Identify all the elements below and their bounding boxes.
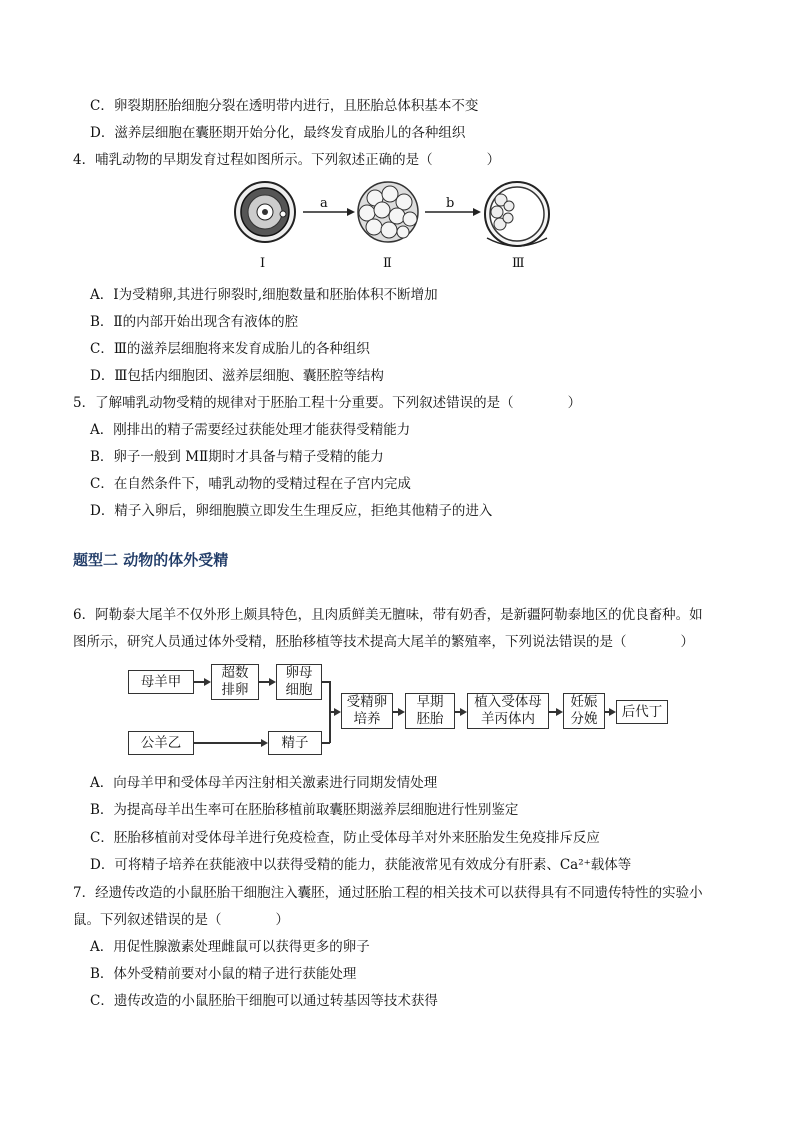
flow-box-pregnancy: 妊娠 分娩 xyxy=(563,693,605,729)
flow-box-mother: 母羊甲 xyxy=(128,670,194,694)
q5-option-c: C．在自然条件下，哺乳动物的受精过程在子宫内完成 xyxy=(90,476,411,492)
q6-option-c: C．胚胎移植前对受体母羊进行免疫检查，防止受体母羊对外来胚胎发生免疫排斥反应 xyxy=(90,830,600,846)
q4-option-d: D．Ⅲ包括内细胞团、滋养层细胞、囊胚腔等结构 xyxy=(90,368,384,384)
arrow-label-b: b xyxy=(446,196,455,211)
stage-label-1: Ⅰ xyxy=(260,256,266,271)
q5-option-b: B．卵子一般到 MⅡ期时才具备与精子受精的能力 xyxy=(90,449,384,465)
q4-option-c: C．Ⅲ的滋养层细胞将来发育成胎儿的各种组织 xyxy=(90,341,370,357)
morula-illustration xyxy=(358,182,418,242)
zygote-illustration xyxy=(235,182,295,242)
q7-stem-line2: 鼠。下列叙述错误的是（ ） xyxy=(73,912,289,928)
flow-box-oocyte: 卵母 细胞 xyxy=(276,664,322,700)
q4-figure xyxy=(225,180,565,270)
q7-option-a: A．用促性腺激素处理雌鼠可以获得更多的卵子 xyxy=(90,939,370,955)
q7-stem-line1: 7．经遗传改造的小鼠胚胎干细胞注入囊胚，通过胚胎工程的相关技术可以获得具有不同遗传特性的实验小 xyxy=(73,885,703,901)
blastocyst-illustration xyxy=(485,182,549,246)
q5-stem: 5．了解哺乳动物受精的规律对于胚胎工程十分重要。下列叙述错误的是（ ） xyxy=(73,395,582,411)
flow-box-father: 公羊乙 xyxy=(128,731,194,755)
q7-option-b: B．体外受精前要对小鼠的精子进行获能处理 xyxy=(90,966,357,982)
flow-box-early-embryo: 早期 胚胎 xyxy=(405,693,455,729)
q7-option-c: C．遗传改造的小鼠胚胎干细胞可以通过转基因等技术获得 xyxy=(90,993,438,1009)
stage-label-3: Ⅲ xyxy=(512,256,525,271)
flow-box-sperm: 精子 xyxy=(268,731,322,755)
q6-option-a: A．向母羊甲和受体母羊丙注射相关激素进行同期发情处理 xyxy=(90,775,438,791)
q4-option-b: B．Ⅱ的内部开始出现含有液体的腔 xyxy=(90,314,299,330)
flow-box-implant: 植入受体母 羊丙体内 xyxy=(467,693,549,729)
q6-option-b: B．为提高母羊出生率可在胚胎移植前取囊胚期滋养层细胞进行性别鉴定 xyxy=(90,802,519,818)
stage-label-2: Ⅱ xyxy=(383,256,392,271)
section-title: 题型二 动物的体外受精 xyxy=(73,551,229,569)
q6-stem-line1: 6．阿勒泰大尾羊不仅外形上颇具特色，且肉质鲜美无膻味，带有奶香，是新疆阿勒泰地区的优良畜种。如 xyxy=(73,607,703,623)
q6-stem-line2: 图所示，研究人员通过体外受精，胚胎移植等技术提高大尾羊的繁殖率，下列说法错误的是（ ） xyxy=(73,634,694,650)
flow-box-superovulation: 超数 排卵 xyxy=(211,664,259,700)
q4-stem: 4．哺乳动物的早期发育过程如图所示。下列叙述正确的是（ ） xyxy=(73,152,501,168)
flow-box-offspring: 后代丁 xyxy=(616,700,668,724)
q6-option-d: D．可将精子培养在获能液中以获得受精的能力，获能液常见有效成分有肝素、Ca²⁺载体等 xyxy=(90,857,632,873)
flow-box-fertilized-egg: 受精卵 培养 xyxy=(341,693,393,729)
q4-option-a: A．Ⅰ为受精卵,其进行卵裂时,细胞数量和胚胎体积不断增加 xyxy=(90,287,438,303)
q5-option-a: A．刚排出的精子需要经过获能处理才能获得受精能力 xyxy=(90,422,411,438)
q5-option-d: D．精子入卵后，卵细胞膜立即发生生理反应，拒绝其他精子的进入 xyxy=(90,503,493,519)
q3-option-c: C．卵裂期胚胎细胞分裂在透明带内进行，且胚胎总体积基本不变 xyxy=(90,98,479,114)
arrow-label-a: a xyxy=(320,196,328,211)
q3-option-d: D．滋养层细胞在囊胚期开始分化，最终发育成胎儿的各种组织 xyxy=(90,125,466,141)
